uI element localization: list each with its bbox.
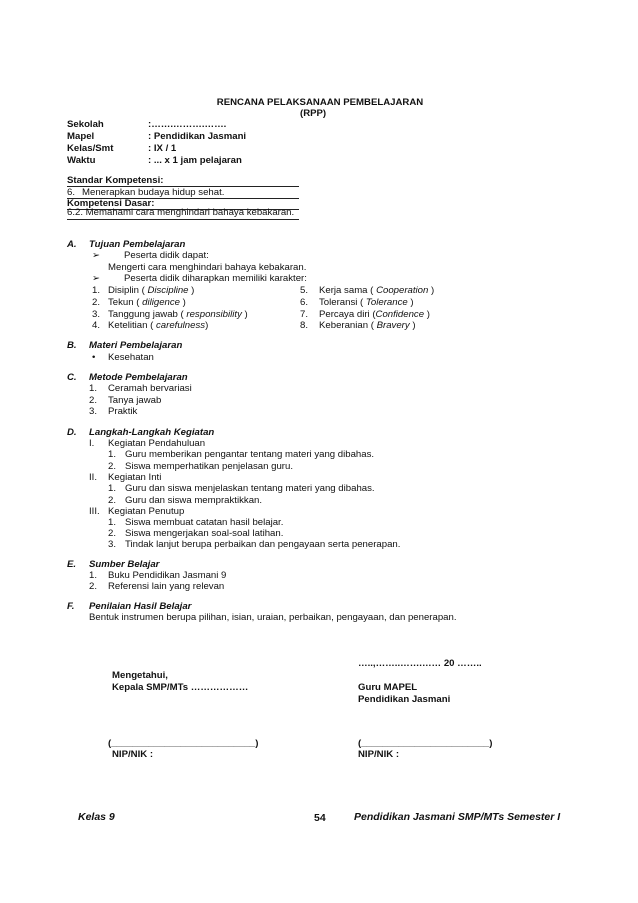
section-d-title: Langkah-Langkah Kegiatan bbox=[89, 427, 215, 438]
identity-value-class: : IX / 1 bbox=[148, 143, 177, 154]
section-c-title: Metode Pembelajaran bbox=[89, 372, 188, 383]
section-a-title: Tujuan Pembelajaran bbox=[89, 239, 186, 250]
kd-heading: Kompetensi Dasar: bbox=[67, 198, 155, 209]
list-number: 2. bbox=[89, 581, 98, 592]
list-item: Keberanian ( Bravery ) bbox=[319, 320, 416, 331]
list-item: Tekun ( diligence ) bbox=[108, 297, 186, 308]
list-item: Tanya jawab bbox=[108, 395, 162, 406]
list-item: Tindak lanjut berupa perbaikan dan pengayaan serta penerapan. bbox=[125, 539, 401, 550]
list-item: Buku Pendidikan Jasmani 9 bbox=[108, 570, 227, 581]
section-f-title: Penilaian Hasil Belajar bbox=[89, 601, 192, 612]
character-intro: Peserta didik diharapkan memiliki karakter: bbox=[124, 273, 307, 284]
identity-label-subject: Mapel bbox=[67, 131, 95, 142]
list-item: Siswa mengerjakan soal-soal latihan. bbox=[125, 528, 284, 539]
list-number: 1. bbox=[92, 285, 101, 296]
list-item: Siswa membuat catatan hasil belajar. bbox=[125, 517, 284, 528]
list-item: Referensi lain yang relevan bbox=[108, 581, 225, 592]
identity-label-school: Sekolah bbox=[67, 119, 104, 130]
list-number: 3. bbox=[92, 309, 101, 320]
list-number: 1. bbox=[108, 449, 117, 460]
kd-rule-bottom bbox=[67, 219, 299, 220]
section-f-letter: F. bbox=[67, 601, 75, 612]
sk-number: 6. bbox=[67, 187, 76, 198]
document-subtitle: (RPP) bbox=[300, 108, 327, 119]
list-number: 2. bbox=[108, 528, 117, 539]
phase-title: Kegiatan Inti bbox=[108, 472, 162, 483]
signature-left-line2: Kepala SMP/MTs ……………… bbox=[112, 682, 249, 693]
identity-label-time: Waktu bbox=[67, 155, 96, 166]
signature-right-nip: NIP/NIK : bbox=[358, 749, 400, 760]
section-b-letter: B. bbox=[67, 340, 77, 351]
list-number: 4. bbox=[92, 320, 101, 331]
identity-value-time: : ... x 1 jam pelajaran bbox=[148, 155, 242, 166]
list-number: 2. bbox=[108, 461, 117, 472]
list-item: Kesehatan bbox=[108, 352, 154, 363]
list-item: Kerja sama ( Cooperation ) bbox=[319, 285, 435, 296]
list-number: 8. bbox=[300, 320, 309, 331]
identity-value-subject: : Pendidikan Jasmani bbox=[148, 131, 247, 142]
list-number: 1. bbox=[108, 517, 117, 528]
footer-class: Kelas 9 bbox=[78, 811, 115, 823]
footer-subject: Pendidikan Jasmani SMP/MTs Semester I bbox=[354, 811, 561, 823]
list-item: Percaya diri (Confidence ) bbox=[319, 309, 430, 320]
list-number: 2. bbox=[108, 495, 117, 506]
objective-text: Mengerti cara menghindari bahaya kebakaran. bbox=[108, 262, 307, 273]
section-e-letter: E. bbox=[67, 559, 77, 570]
signature-right-line1: Guru MAPEL bbox=[358, 682, 418, 693]
list-number: 1. bbox=[89, 383, 98, 394]
sk-heading: Standar Kompetensi: bbox=[67, 175, 164, 186]
list-number: 5. bbox=[300, 285, 309, 296]
section-e-title: Sumber Belajar bbox=[89, 559, 160, 570]
signature-right-line2: Pendidikan Jasmani bbox=[358, 694, 451, 705]
list-item: Ketelitian ( carefulness) bbox=[108, 320, 209, 331]
list-number: 1. bbox=[89, 570, 98, 581]
list-number: 3. bbox=[89, 406, 98, 417]
phase-title: Kegiatan Penutup bbox=[108, 506, 185, 517]
section-b-title: Materi Pembelajaran bbox=[89, 340, 183, 351]
signature-left-nip: NIP/NIK : bbox=[112, 749, 154, 760]
identity-value-school: :…….……….……. bbox=[148, 119, 227, 130]
list-number: 6. bbox=[300, 297, 309, 308]
list-number: 2. bbox=[92, 297, 101, 308]
signature-left-blank: (___________________________) bbox=[108, 738, 259, 749]
list-number: 7. bbox=[300, 309, 309, 320]
list-number: 3. bbox=[108, 539, 117, 550]
signature-date: …..,……..…….…… 20 …….. bbox=[358, 658, 482, 669]
list-item: Disiplin ( Discipline ) bbox=[108, 285, 195, 296]
objective-intro: Peserta didik dapat: bbox=[124, 250, 209, 261]
list-item: Tanggung jawab ( responsibility ) bbox=[108, 309, 248, 320]
arrow-bullet-icon: ➢ bbox=[92, 250, 101, 261]
roman-number: III. bbox=[89, 506, 100, 517]
bullet-icon: • bbox=[92, 352, 96, 363]
section-a-letter: A. bbox=[67, 239, 77, 250]
roman-number: II. bbox=[89, 472, 97, 483]
list-item: Guru dan siswa menjelaskan tentang materi yang dibahas. bbox=[125, 483, 375, 494]
list-item: Toleransi ( Tolerance ) bbox=[319, 297, 414, 308]
document-title: RENCANA PELAKSANAAN PEMBELAJARAN bbox=[216, 97, 424, 108]
kd-text: 6.2. Memahami cara menghindari bahaya kebakaran. bbox=[67, 207, 295, 218]
roman-number: I. bbox=[89, 438, 95, 449]
signature-left-line1: Mengetahui, bbox=[112, 670, 168, 681]
list-item: Praktik bbox=[108, 406, 138, 417]
footer-page-number: 54 bbox=[314, 812, 326, 824]
sk-text: Menerapkan budaya hidup sehat. bbox=[82, 187, 225, 198]
arrow-bullet-icon: ➢ bbox=[92, 273, 101, 284]
section-c-letter: C. bbox=[67, 372, 77, 383]
list-number: 1. bbox=[108, 483, 117, 494]
list-number: 2. bbox=[89, 395, 98, 406]
list-item: Guru memberikan pengantar tentang materi yang dibahas. bbox=[125, 449, 375, 460]
list-item: Guru dan siswa mempraktikkan. bbox=[125, 495, 263, 506]
list-item: Siswa memperhatikan penjelasan guru. bbox=[125, 461, 293, 472]
phase-title: Kegiatan Pendahuluan bbox=[108, 438, 206, 449]
list-item: Ceramah bervariasi bbox=[108, 383, 192, 394]
identity-label-class: Kelas/Smt bbox=[67, 143, 114, 154]
assessment-text: Bentuk instrumen berupa pilihan, isian, uraian, perbaikan, pengayaan, dan penerapan. bbox=[89, 612, 457, 623]
section-d-letter: D. bbox=[67, 427, 77, 438]
signature-right-blank: (________________________) bbox=[358, 738, 493, 749]
